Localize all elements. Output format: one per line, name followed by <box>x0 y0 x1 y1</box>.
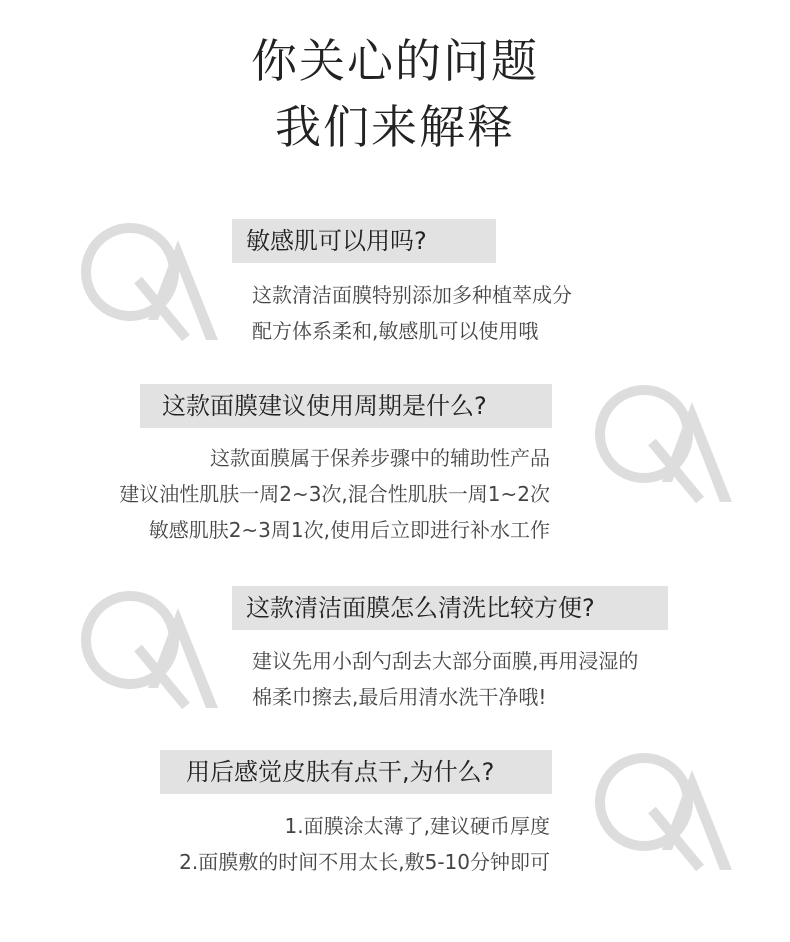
answer-3 <box>252 643 638 715</box>
answer-1 <box>252 277 572 349</box>
page-title-line2: 我们来解释 <box>275 100 515 154</box>
answer-4 <box>179 808 550 880</box>
qa-monogram-icon <box>78 578 228 718</box>
question-3: 这款清洁面膜怎么清洗比较方便? <box>232 586 668 630</box>
question-1: 敏感肌可以用吗? <box>232 219 496 263</box>
answer-2-line-1: 这款面膜属于保养步骤中的辅助性产品 <box>210 446 550 470</box>
qa-monogram-icon <box>592 740 742 880</box>
answer-2 <box>119 440 550 548</box>
answer-2-line-2: 建议油性肌肤一周2~3次,混合性肌肤一周1~2次 <box>119 482 550 506</box>
answer-3-line-1: 建议先用小刮勺刮去大部分面膜,再用浸湿的 <box>252 649 639 673</box>
question-4: 用后感觉皮肤有点干,为什么? <box>160 750 552 794</box>
page-title-line1: 你关心的问题 <box>251 34 539 88</box>
answer-2-line-3: 敏感肌肤2~3周1次,使用后立即进行补水工作 <box>148 518 550 542</box>
qa-monogram-icon <box>592 372 742 512</box>
answer-1-line-1: 这款清洁面膜特别添加多种植萃成分 <box>252 283 572 307</box>
answer-4-line-1: 1.面膜涂太薄了,建议硬币厚度 <box>284 814 550 838</box>
answer-1-line-2: 配方体系柔和,敏感肌可以使用哦 <box>252 319 539 343</box>
qa-monogram-icon <box>78 210 228 350</box>
answer-3-line-2: 棉柔巾擦去,最后用清水洗干净哦! <box>252 685 547 709</box>
question-2: 这款面膜建议使用周期是什么? <box>140 384 552 428</box>
answer-4-line-2: 2.面膜敷的时间不用太长,敷5-10分钟即可 <box>179 850 550 874</box>
